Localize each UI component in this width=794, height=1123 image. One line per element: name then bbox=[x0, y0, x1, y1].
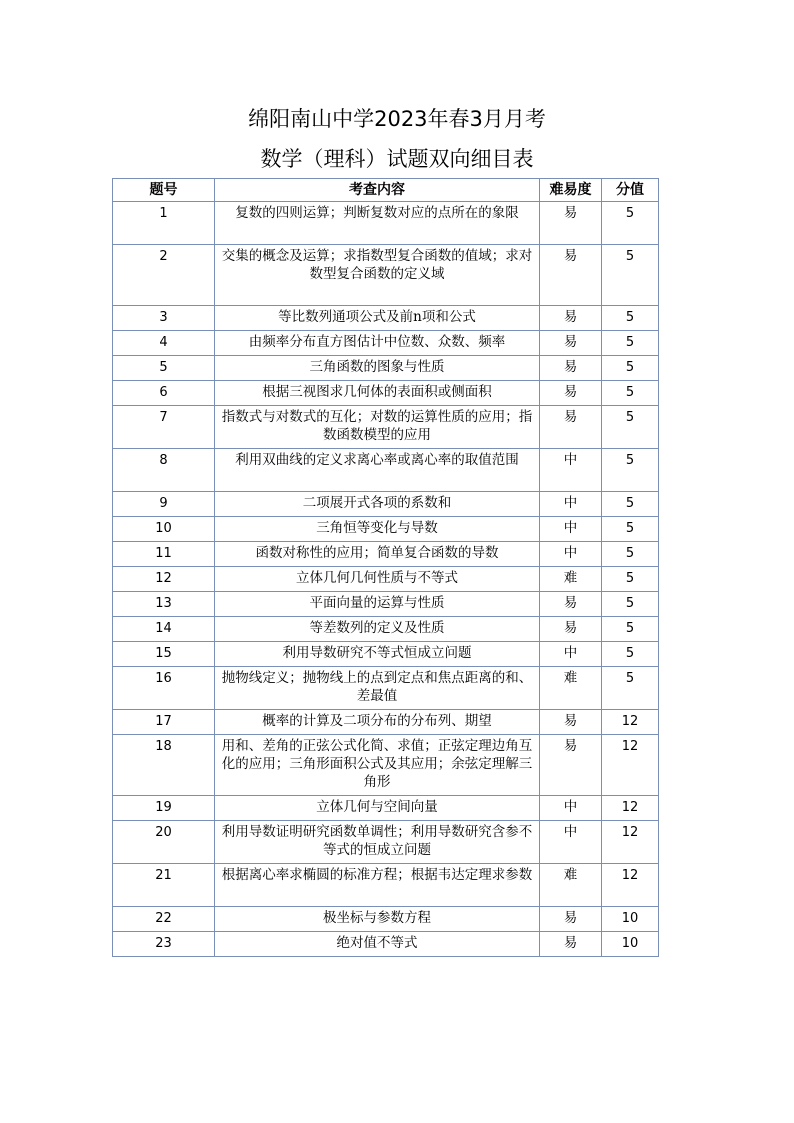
cell-content: 指数式与对数式的互化；对数的运算性质的应用；指数函数模型的应用 bbox=[215, 406, 540, 449]
cell-content: 立体几何与空间向量 bbox=[215, 796, 540, 821]
cell-content: 交集的概念及运算；求指数型复合函数的值域；求对数型复合函数的定义域 bbox=[215, 245, 540, 306]
cell-score: 5 bbox=[602, 667, 659, 710]
cell-score: 5 bbox=[602, 202, 659, 245]
cell-num: 22 bbox=[113, 907, 215, 932]
cell-content: 立体几何几何性质与不等式 bbox=[215, 567, 540, 592]
cell-content: 利用导数研究不等式恒成立问题 bbox=[215, 642, 540, 667]
cell-score: 12 bbox=[602, 710, 659, 735]
cell-difficulty: 难 bbox=[540, 567, 602, 592]
cell-score: 5 bbox=[602, 517, 659, 542]
cell-difficulty: 难 bbox=[540, 864, 602, 907]
cell-num: 15 bbox=[113, 642, 215, 667]
cell-content: 概率的计算及二项分布的分布列、期望 bbox=[215, 710, 540, 735]
table-row bbox=[113, 449, 659, 492]
cell-difficulty: 中 bbox=[540, 821, 602, 864]
cell-num: 5 bbox=[113, 356, 215, 381]
cell-num: 6 bbox=[113, 381, 215, 406]
cell-score: 12 bbox=[602, 796, 659, 821]
cell-difficulty: 易 bbox=[540, 907, 602, 932]
cell-difficulty: 易 bbox=[540, 710, 602, 735]
cell-difficulty: 中 bbox=[540, 642, 602, 667]
cell-content: 抛物线定义；抛物线上的点到定点和焦点距离的和、差最值 bbox=[215, 667, 540, 710]
table-row bbox=[113, 406, 659, 449]
table-row bbox=[113, 710, 659, 735]
table-row bbox=[113, 202, 659, 245]
table-row bbox=[113, 642, 659, 667]
cell-content: 三角恒等变化与导数 bbox=[215, 517, 540, 542]
cell-num: 21 bbox=[113, 864, 215, 907]
cell-content: 等比数列通项公式及前n项和公式 bbox=[215, 306, 540, 331]
table-row bbox=[113, 592, 659, 617]
cell-score: 5 bbox=[602, 381, 659, 406]
table-row bbox=[113, 517, 659, 542]
cell-score: 5 bbox=[602, 567, 659, 592]
cell-num: 12 bbox=[113, 567, 215, 592]
cell-num: 14 bbox=[113, 617, 215, 642]
cell-difficulty: 易 bbox=[540, 932, 602, 957]
table-row bbox=[113, 821, 659, 864]
table-row bbox=[113, 735, 659, 796]
cell-difficulty: 中 bbox=[540, 796, 602, 821]
cell-difficulty: 易 bbox=[540, 381, 602, 406]
cell-num: 20 bbox=[113, 821, 215, 864]
table-row bbox=[113, 864, 659, 907]
cell-content: 绝对值不等式 bbox=[215, 932, 540, 957]
table-row bbox=[113, 542, 659, 567]
table-row bbox=[113, 617, 659, 642]
cell-content: 平面向量的运算与性质 bbox=[215, 592, 540, 617]
cell-num: 9 bbox=[113, 492, 215, 517]
table-row bbox=[113, 306, 659, 331]
cell-num: 16 bbox=[113, 667, 215, 710]
cell-difficulty: 易 bbox=[540, 202, 602, 245]
cell-score: 5 bbox=[602, 356, 659, 381]
cell-content: 三角函数的图象与性质 bbox=[215, 356, 540, 381]
table-row bbox=[113, 907, 659, 932]
cell-difficulty: 中 bbox=[540, 517, 602, 542]
cell-difficulty: 易 bbox=[540, 617, 602, 642]
cell-content: 利用导数证明研究函数单调性；利用导数研究含参不等式的恒成立问题 bbox=[215, 821, 540, 864]
cell-difficulty: 易 bbox=[540, 735, 602, 796]
cell-score: 5 bbox=[602, 492, 659, 517]
cell-score: 12 bbox=[602, 821, 659, 864]
cell-score: 5 bbox=[602, 617, 659, 642]
cell-score: 5 bbox=[602, 331, 659, 356]
header-num: 题号 bbox=[113, 179, 215, 202]
cell-num: 11 bbox=[113, 542, 215, 567]
document-subtitle: 数学（理科）试题双向细目表 bbox=[260, 147, 534, 171]
table-row bbox=[113, 796, 659, 821]
cell-difficulty: 中 bbox=[540, 492, 602, 517]
cell-score: 5 bbox=[602, 245, 659, 306]
cell-content: 等差数列的定义及性质 bbox=[215, 617, 540, 642]
cell-content: 由频率分布直方图估计中位数、众数、频率 bbox=[215, 331, 540, 356]
cell-num: 3 bbox=[113, 306, 215, 331]
cell-num: 8 bbox=[113, 449, 215, 492]
cell-score: 5 bbox=[602, 642, 659, 667]
cell-difficulty: 易 bbox=[540, 306, 602, 331]
cell-score: 10 bbox=[602, 907, 659, 932]
table-header-row bbox=[113, 179, 659, 202]
cell-num: 19 bbox=[113, 796, 215, 821]
cell-difficulty: 易 bbox=[540, 592, 602, 617]
cell-difficulty: 易 bbox=[540, 245, 602, 306]
cell-content: 根据三视图求几何体的表面积或侧面积 bbox=[215, 381, 540, 406]
table-row bbox=[113, 667, 659, 710]
cell-score: 5 bbox=[602, 306, 659, 331]
table-row bbox=[113, 492, 659, 517]
cell-score: 10 bbox=[602, 932, 659, 957]
cell-content: 复数的四则运算；判断复数对应的点所在的象限 bbox=[215, 202, 540, 245]
table-row bbox=[113, 932, 659, 957]
cell-num: 4 bbox=[113, 331, 215, 356]
cell-content: 用和、差角的正弦公式化简、求值；正弦定理边角互化的应用；三角形面积公式及其应用；余弦定理解三角形 bbox=[215, 735, 540, 796]
cell-content: 根据离心率求椭圆的标准方程；根据韦达定理求参数 bbox=[215, 864, 540, 907]
cell-difficulty: 易 bbox=[540, 356, 602, 381]
table-row bbox=[113, 567, 659, 592]
header-difficulty: 难易度 bbox=[540, 179, 602, 202]
header-content: 考查内容 bbox=[215, 179, 540, 202]
cell-difficulty: 易 bbox=[540, 331, 602, 356]
cell-num: 17 bbox=[113, 710, 215, 735]
cell-difficulty: 中 bbox=[540, 449, 602, 492]
cell-content: 极坐标与参数方程 bbox=[215, 907, 540, 932]
cell-num: 18 bbox=[113, 735, 215, 796]
table-row bbox=[113, 356, 659, 381]
cell-score: 5 bbox=[602, 406, 659, 449]
cell-difficulty: 易 bbox=[540, 406, 602, 449]
exam-spec-table bbox=[112, 178, 659, 957]
cell-score: 5 bbox=[602, 542, 659, 567]
cell-content: 函数对称性的应用；简单复合函数的导数 bbox=[215, 542, 540, 567]
table-row bbox=[113, 381, 659, 406]
cell-score: 5 bbox=[602, 449, 659, 492]
table-row bbox=[113, 331, 659, 356]
cell-score: 12 bbox=[602, 864, 659, 907]
header-score: 分值 bbox=[602, 179, 659, 202]
cell-num: 2 bbox=[113, 245, 215, 306]
cell-num: 13 bbox=[113, 592, 215, 617]
cell-difficulty: 中 bbox=[540, 542, 602, 567]
cell-difficulty: 难 bbox=[540, 667, 602, 710]
document-title: 绵阳南山中学2023年春3月月考 bbox=[248, 107, 546, 131]
cell-score: 5 bbox=[602, 592, 659, 617]
cell-num: 7 bbox=[113, 406, 215, 449]
cell-num: 10 bbox=[113, 517, 215, 542]
cell-content: 二项展开式各项的系数和 bbox=[215, 492, 540, 517]
table-row bbox=[113, 245, 659, 306]
cell-num: 23 bbox=[113, 932, 215, 957]
cell-content: 利用双曲线的定义求离心率或离心率的取值范围 bbox=[215, 449, 540, 492]
cell-num: 1 bbox=[113, 202, 215, 245]
cell-score: 12 bbox=[602, 735, 659, 796]
